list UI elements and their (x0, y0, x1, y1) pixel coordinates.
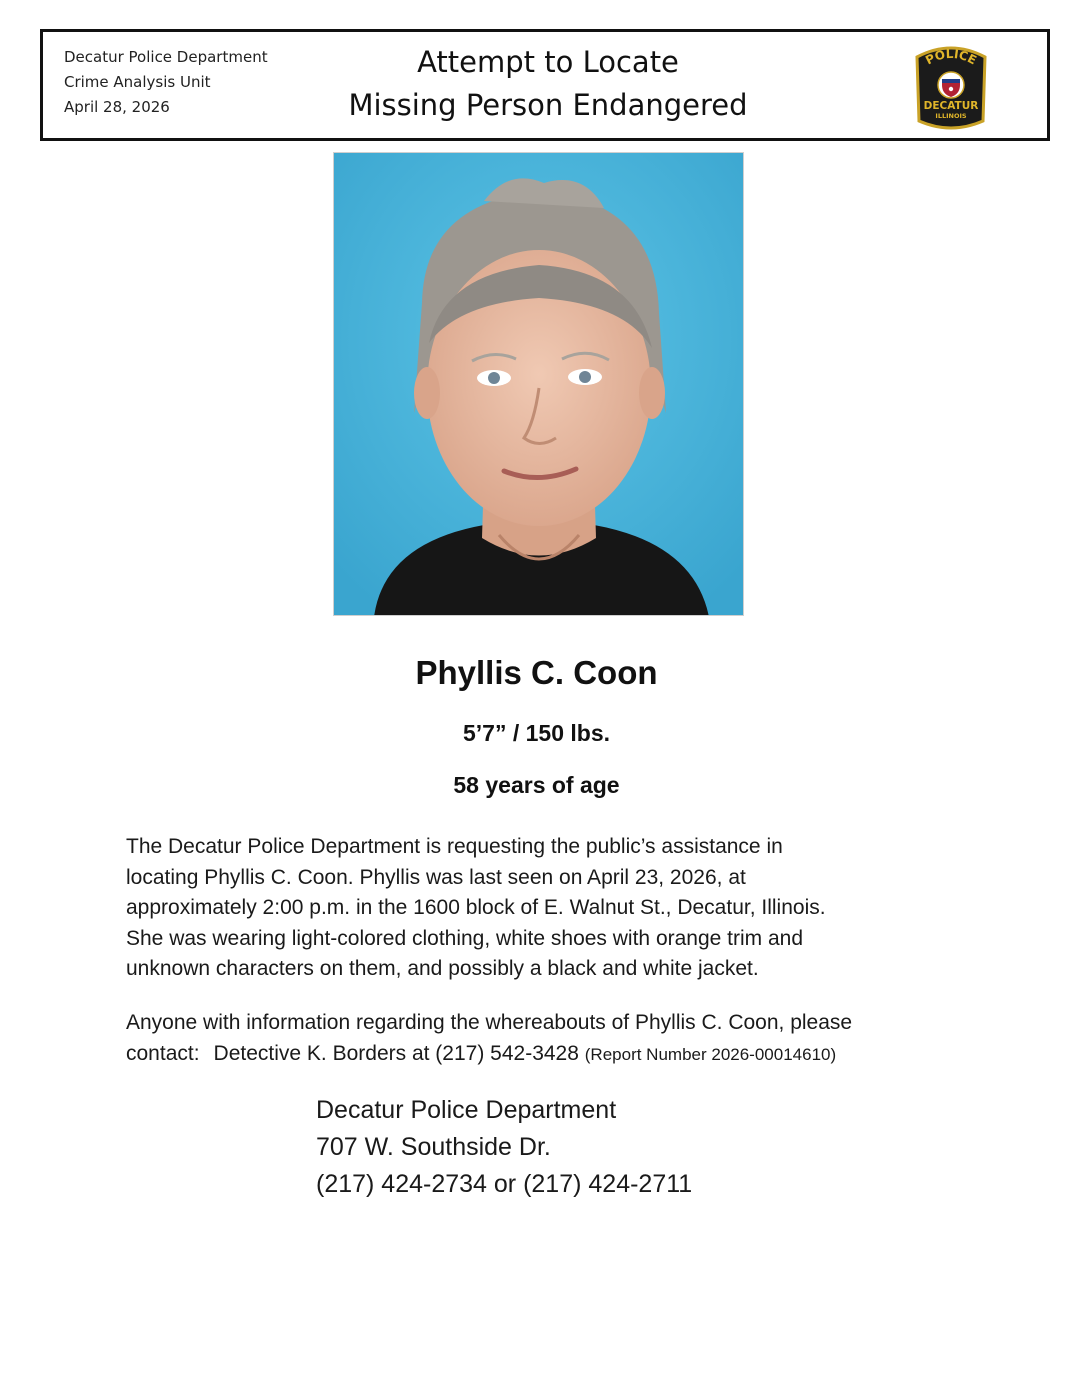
police-badge-logo (911, 43, 991, 133)
department-name: Decatur Police Department (64, 48, 268, 66)
address-street: 707 W. Southside Dr. (316, 1133, 551, 1161)
address-phones: (217) 424-2734 or (217) 424-2711 (316, 1170, 693, 1198)
description-paragraph (126, 832, 966, 985)
address-department-name: Decatur Police Department (316, 1096, 617, 1124)
title-line-2: Missing Person Endangered (348, 88, 748, 122)
bulletin-title (343, 41, 753, 127)
description-line: unknown characters on them, and possibly a black and white jacket. (126, 957, 759, 980)
description-line: approximately 2:00 p.m. in the 1600 block of E. Walnut St., Decatur, Illinois. (126, 896, 826, 919)
height-weight: 5’7” / 150 lbs. (462, 720, 611, 746)
title-line-1: Attempt to Locate (417, 45, 679, 79)
bulletin-date: April 28, 2026 (64, 98, 170, 116)
badge-city-text: DECATUR (923, 100, 979, 112)
header-agency-info (64, 45, 268, 120)
contact-paragraph (126, 1008, 966, 1070)
contact-label: contact: (126, 1041, 200, 1065)
person-age: 58 years of age (453, 772, 620, 798)
detective-contact: Detective K. Borders at (217) 542-3428 (213, 1041, 579, 1065)
description-line: The Decatur Police Department is requesting the public’s assistance in (126, 835, 783, 858)
department-address-block (316, 1092, 692, 1203)
description-line: locating Phyllis C. Coon. Phyllis was last seen on April 23, 2026, at (126, 865, 746, 889)
description-line: She was wearing light-colored clothing, white shoes with orange trim and (126, 926, 804, 950)
unit-name: Crime Analysis Unit (64, 73, 211, 91)
report-number: (Report Number 2026-00014610) (584, 1044, 837, 1064)
contact-line-2 (126, 1039, 966, 1071)
badge-state-text: ILLINOIS (935, 112, 967, 120)
header-box (40, 29, 1050, 141)
person-name: Phyllis C. Coon (415, 654, 658, 691)
badge-top-text: POLICE (923, 46, 979, 68)
contact-line-1: Anyone with information regarding the whereabouts of Phyllis C. Coon, please (126, 1011, 853, 1034)
missing-person-photo (333, 152, 744, 616)
